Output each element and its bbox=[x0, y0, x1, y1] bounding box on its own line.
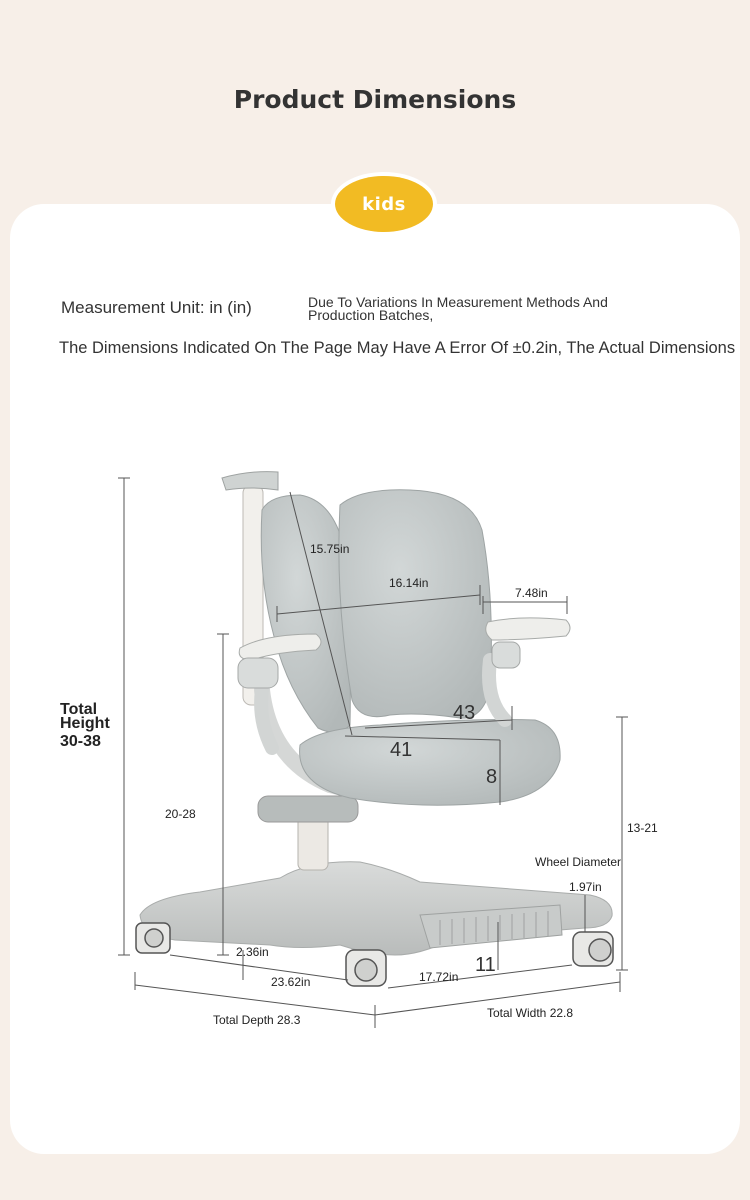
base-width-label: 17.72in bbox=[419, 970, 459, 984]
total-height-label-1: Total bbox=[60, 701, 98, 718]
total-width-label: Total Width 22.8 bbox=[487, 1006, 574, 1020]
armrest-length-label: 7.48in bbox=[515, 586, 548, 600]
seat-height-label: 13-21 bbox=[627, 821, 658, 835]
base-depth-label: 23.62in bbox=[271, 975, 311, 989]
armrest-right bbox=[486, 618, 570, 640]
backrest-left bbox=[261, 495, 350, 732]
wheel-diameter-label: Wheel Diameter bbox=[535, 855, 622, 869]
armrest-height-label: 20-28 bbox=[165, 807, 196, 821]
footrest-label: 11 bbox=[475, 954, 496, 976]
kids-badge-label: kids bbox=[335, 176, 433, 232]
backrest-width-label: 16.14in bbox=[389, 576, 429, 590]
wheel-diameter-value: 1.97in bbox=[569, 880, 602, 894]
measurement-unit-text: Measurement Unit: in (in) bbox=[61, 298, 252, 317]
backrest-right bbox=[339, 490, 492, 718]
total-height-label-2: Height bbox=[60, 715, 110, 732]
seat-thickness-label: 8 bbox=[486, 766, 498, 788]
variation-note: Due To Variations In Measurement Methods And Production Batches, bbox=[308, 294, 608, 323]
seat-depth-label: 43 bbox=[453, 702, 476, 724]
seat bbox=[300, 720, 561, 806]
tolerance-note: The Dimensions Indicated On The Page May Have A Error Of ±0.2in, The Actual Dimensions bbox=[59, 339, 736, 357]
page-title: Product Dimensions bbox=[233, 85, 517, 114]
seat-width-label: 41 bbox=[390, 739, 413, 761]
total-height-value: 30-38 bbox=[60, 733, 101, 750]
base-height-label: 2.36in bbox=[236, 945, 269, 959]
total-depth-label: Total Depth 28.3 bbox=[213, 1013, 301, 1027]
backrest-height-label: 15.75in bbox=[310, 542, 350, 556]
chair-illustration bbox=[136, 472, 613, 986]
